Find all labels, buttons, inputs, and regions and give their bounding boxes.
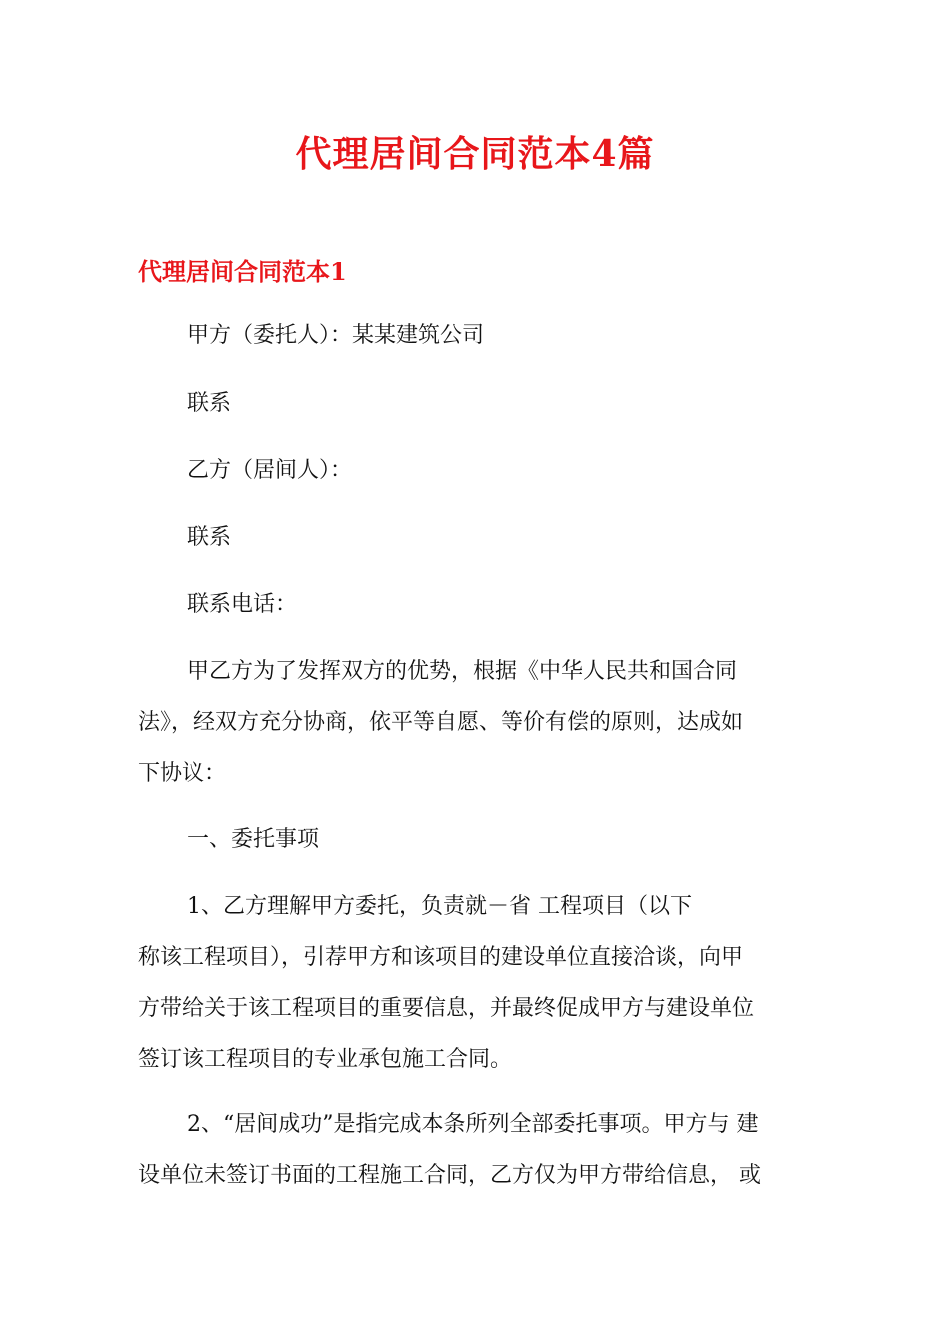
preamble-line: 法》，经双方充分协商，依平等自愿、等价有偿的原则，达成如 xyxy=(138,710,744,735)
preamble-line: 下协议： xyxy=(138,761,227,786)
article1-heading xyxy=(138,814,828,865)
section-heading: 代理居间合同范本1 xyxy=(138,257,347,286)
party-a-line xyxy=(138,310,828,361)
clause1-line: 1、乙方理解甲方委托，负责就－省 工程项目（以下 xyxy=(187,894,692,919)
document-title: 代理居间合同范本4篇 xyxy=(295,133,655,175)
clause1-line: 方带给关于该工程项目的重要信息，并最终促成甲方与建设单位 xyxy=(138,996,755,1021)
clause2-line: 2、“居间成功”是指完成本条所列全部委托事项。甲方与 建 xyxy=(187,1112,759,1137)
phone-line xyxy=(138,579,828,630)
clause1-line: 签订该工程项目的专业承包施工合同。 xyxy=(138,1047,513,1072)
clause2-paragraph xyxy=(138,1099,828,1201)
contact-b-text: 联系 xyxy=(187,525,232,550)
phone-text: 联系电话： xyxy=(187,592,298,617)
preamble-line: 甲乙方为了发挥双方的优势，根据《中华人民共和国合同 xyxy=(187,659,738,684)
clause1-paragraph xyxy=(138,881,828,1085)
party-b-line xyxy=(138,445,828,496)
contact-a-text: 联系 xyxy=(187,391,232,416)
clause2-line: 设单位未签订书面的工程施工合同，乙方仅为甲方带给信息， 或 xyxy=(138,1163,761,1188)
clause1-line: 称该工程项目），引荐甲方和该项目的建设单位直接洽谈，向甲 xyxy=(138,945,744,970)
preamble-paragraph xyxy=(138,646,828,799)
party-a-text: 甲方（委托人）：某某建筑公司 xyxy=(187,323,485,348)
party-b-text: 乙方（居间人）： xyxy=(187,458,353,483)
contact-b-line xyxy=(138,512,828,563)
article1-heading-text: 一、委托事项 xyxy=(187,827,320,852)
contact-a-line xyxy=(138,378,828,429)
